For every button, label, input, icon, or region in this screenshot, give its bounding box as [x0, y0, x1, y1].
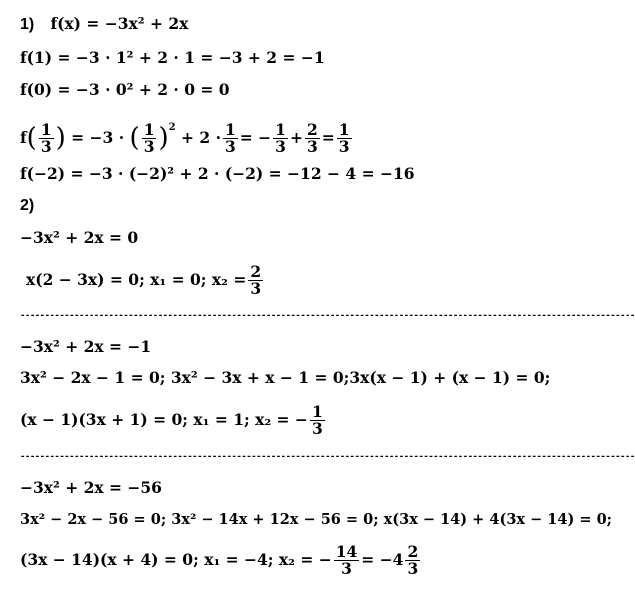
- fraction: $\frac{1}{3}$: [40, 119, 52, 156]
- divider: -----------------------------------------------------------------------------------------------------------------------------: [20, 452, 635, 462]
- part1-header: [20, 14, 188, 35]
- divider: -----------------------------------------------------------------------------------------------------------------------------: [20, 311, 635, 321]
- part1-label: 1): [20, 16, 35, 33]
- equation-a: −3x² + 2x = 0: [20, 228, 139, 247]
- solution-c: (3x − 14)(x + 4) = 0; x₁ = −4; x₂ = − $\frac{14}{3}$ = −4 $\frac{2}{3}$: [20, 541, 419, 578]
- eval-f1: f(1) = −3 · 1² + 2 · 1 = −3 + 2 = −1: [20, 48, 325, 67]
- solution-a: x(2 − 3x) = 0; x₁ = 0; x₂ = $\frac{2}{3}$: [26, 261, 262, 298]
- eval-f0: f(0) = −3 · 0² + 2 · 0 = 0: [20, 80, 230, 99]
- steps-b: 3x² − 2x − 1 = 0; 3x² − 3x + x − 1 = 0;3x(x − 1) + (x − 1) = 0;: [20, 368, 551, 387]
- solution-b: (x − 1)(3x + 1) = 0; x₁ = 1; x₂ = − $\frac{1}{3}$: [20, 401, 323, 438]
- equation-b: −3x² + 2x = −1: [20, 337, 152, 356]
- eval-f-one-third: f ( $\frac{1}{3}$ ) = −3 · ( $\frac{1}{3}$ ) $^2$ + 2 · $\frac{1}{3}$ = − $\frac{1}{3}$ + $\frac{2}{3}$ = $\frac{1}{3}$: [20, 119, 350, 156]
- equation-c: −3x² + 2x = −56: [20, 478, 162, 497]
- function-definition: f(x) = −3x² + 2x: [50, 14, 189, 33]
- eval-f-minus2: f(−2) = −3 · (−2)² + 2 · (−2) = −12 − 4 = −16: [20, 164, 415, 183]
- part2-label: 2): [20, 197, 35, 214]
- steps-c: 3x² − 2x − 56 = 0; 3x² − 14x + 12x − 56 = 0; x(3x − 14) + 4(3x − 14) = 0;: [20, 511, 613, 528]
